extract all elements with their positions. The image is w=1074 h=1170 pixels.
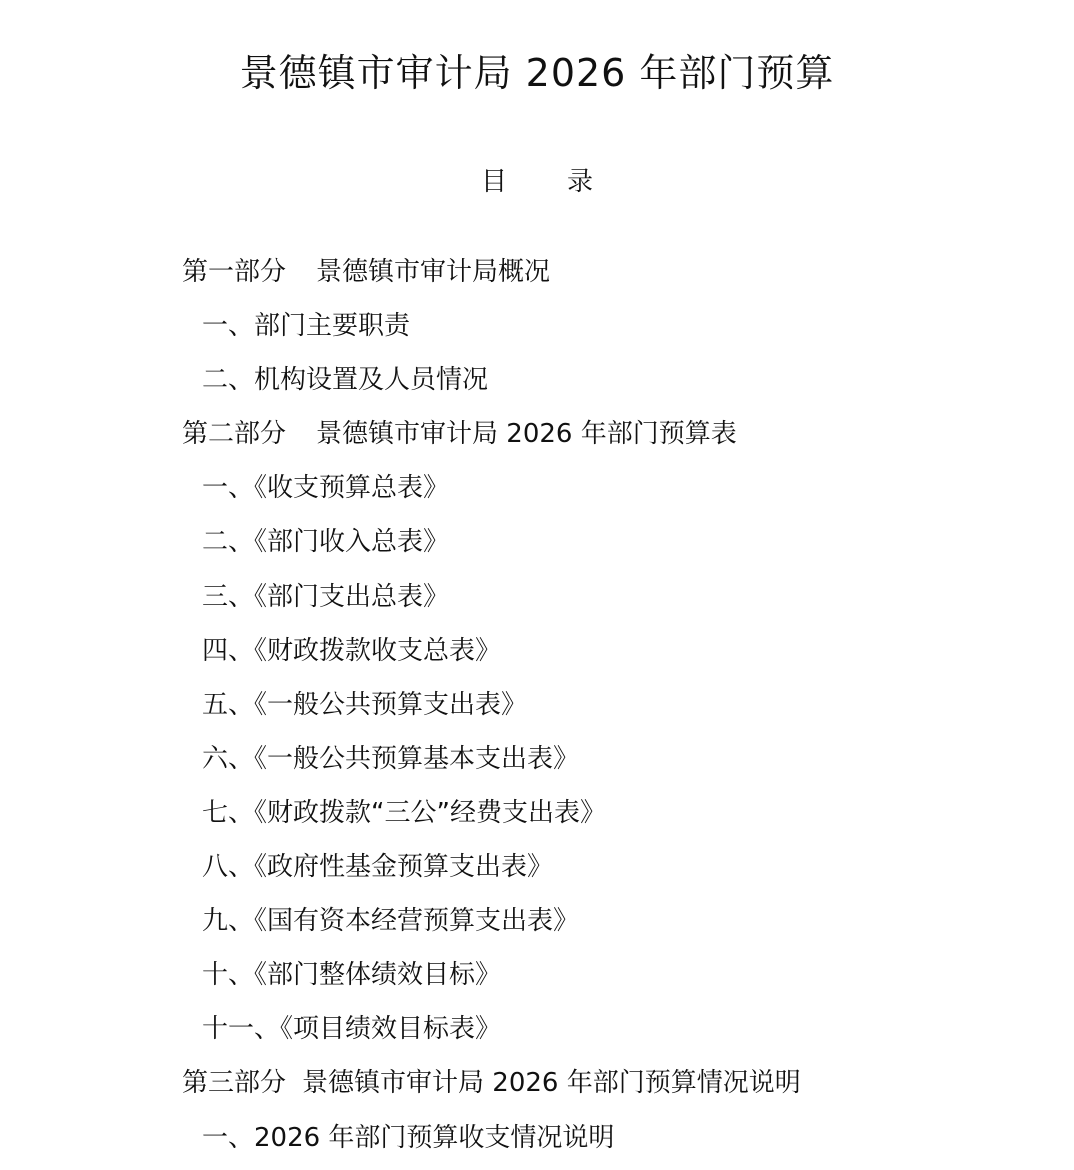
toc-item: 一、2026 年部门预算收支情况说明 xyxy=(202,1122,615,1153)
toc-heading-char-1: 目 xyxy=(480,167,507,197)
toc-item: 六、《一般公共预算基本支出表》 xyxy=(202,743,580,774)
toc-item: 五、《一般公共预算支出表》 xyxy=(202,689,528,720)
toc-item: 二、机构设置及人员情况 xyxy=(202,365,489,396)
part-title: 景德镇市审计局 2026 年部门预算情况说明 xyxy=(302,1068,801,1099)
toc-item: 十一、《项目绩效目标表》 xyxy=(202,1014,502,1045)
toc-item: 二、《部门收入总表》 xyxy=(202,527,450,558)
toc-part-3 xyxy=(182,1061,1042,1115)
toc-heading xyxy=(0,165,1074,199)
part-label: 第一部分 xyxy=(182,257,287,287)
toc-item: 七、《财政拨款“三公”经费支出表》 xyxy=(202,797,606,828)
toc-item: 四、《财政拨款收支总表》 xyxy=(202,635,502,666)
toc-part-1 xyxy=(182,250,1042,304)
part-title: 景德镇市审计局 2026 年部门预算表 xyxy=(316,419,737,450)
toc-item: 九、《国有资本经营预算支出表》 xyxy=(202,906,580,937)
document-title: 景德镇市审计局 2026 年部门预算 xyxy=(239,51,835,95)
toc-part-2 xyxy=(182,412,1042,466)
part-title: 景德镇市审计局概况 xyxy=(316,257,551,287)
toc-list xyxy=(182,250,1042,1170)
toc-heading-char-2: 录 xyxy=(567,167,594,197)
toc-item: 一、《收支预算总表》 xyxy=(202,473,450,504)
toc-item: 一、部门主要职责 xyxy=(202,311,411,342)
toc-item: 三、《部门支出总表》 xyxy=(202,581,450,612)
part-label: 第二部分 xyxy=(182,419,287,450)
part-label: 第三部分 xyxy=(182,1068,287,1099)
toc-item: 八、《政府性基金预算支出表》 xyxy=(202,852,554,883)
toc-item: 十、《部门整体绩效目标》 xyxy=(202,960,502,991)
